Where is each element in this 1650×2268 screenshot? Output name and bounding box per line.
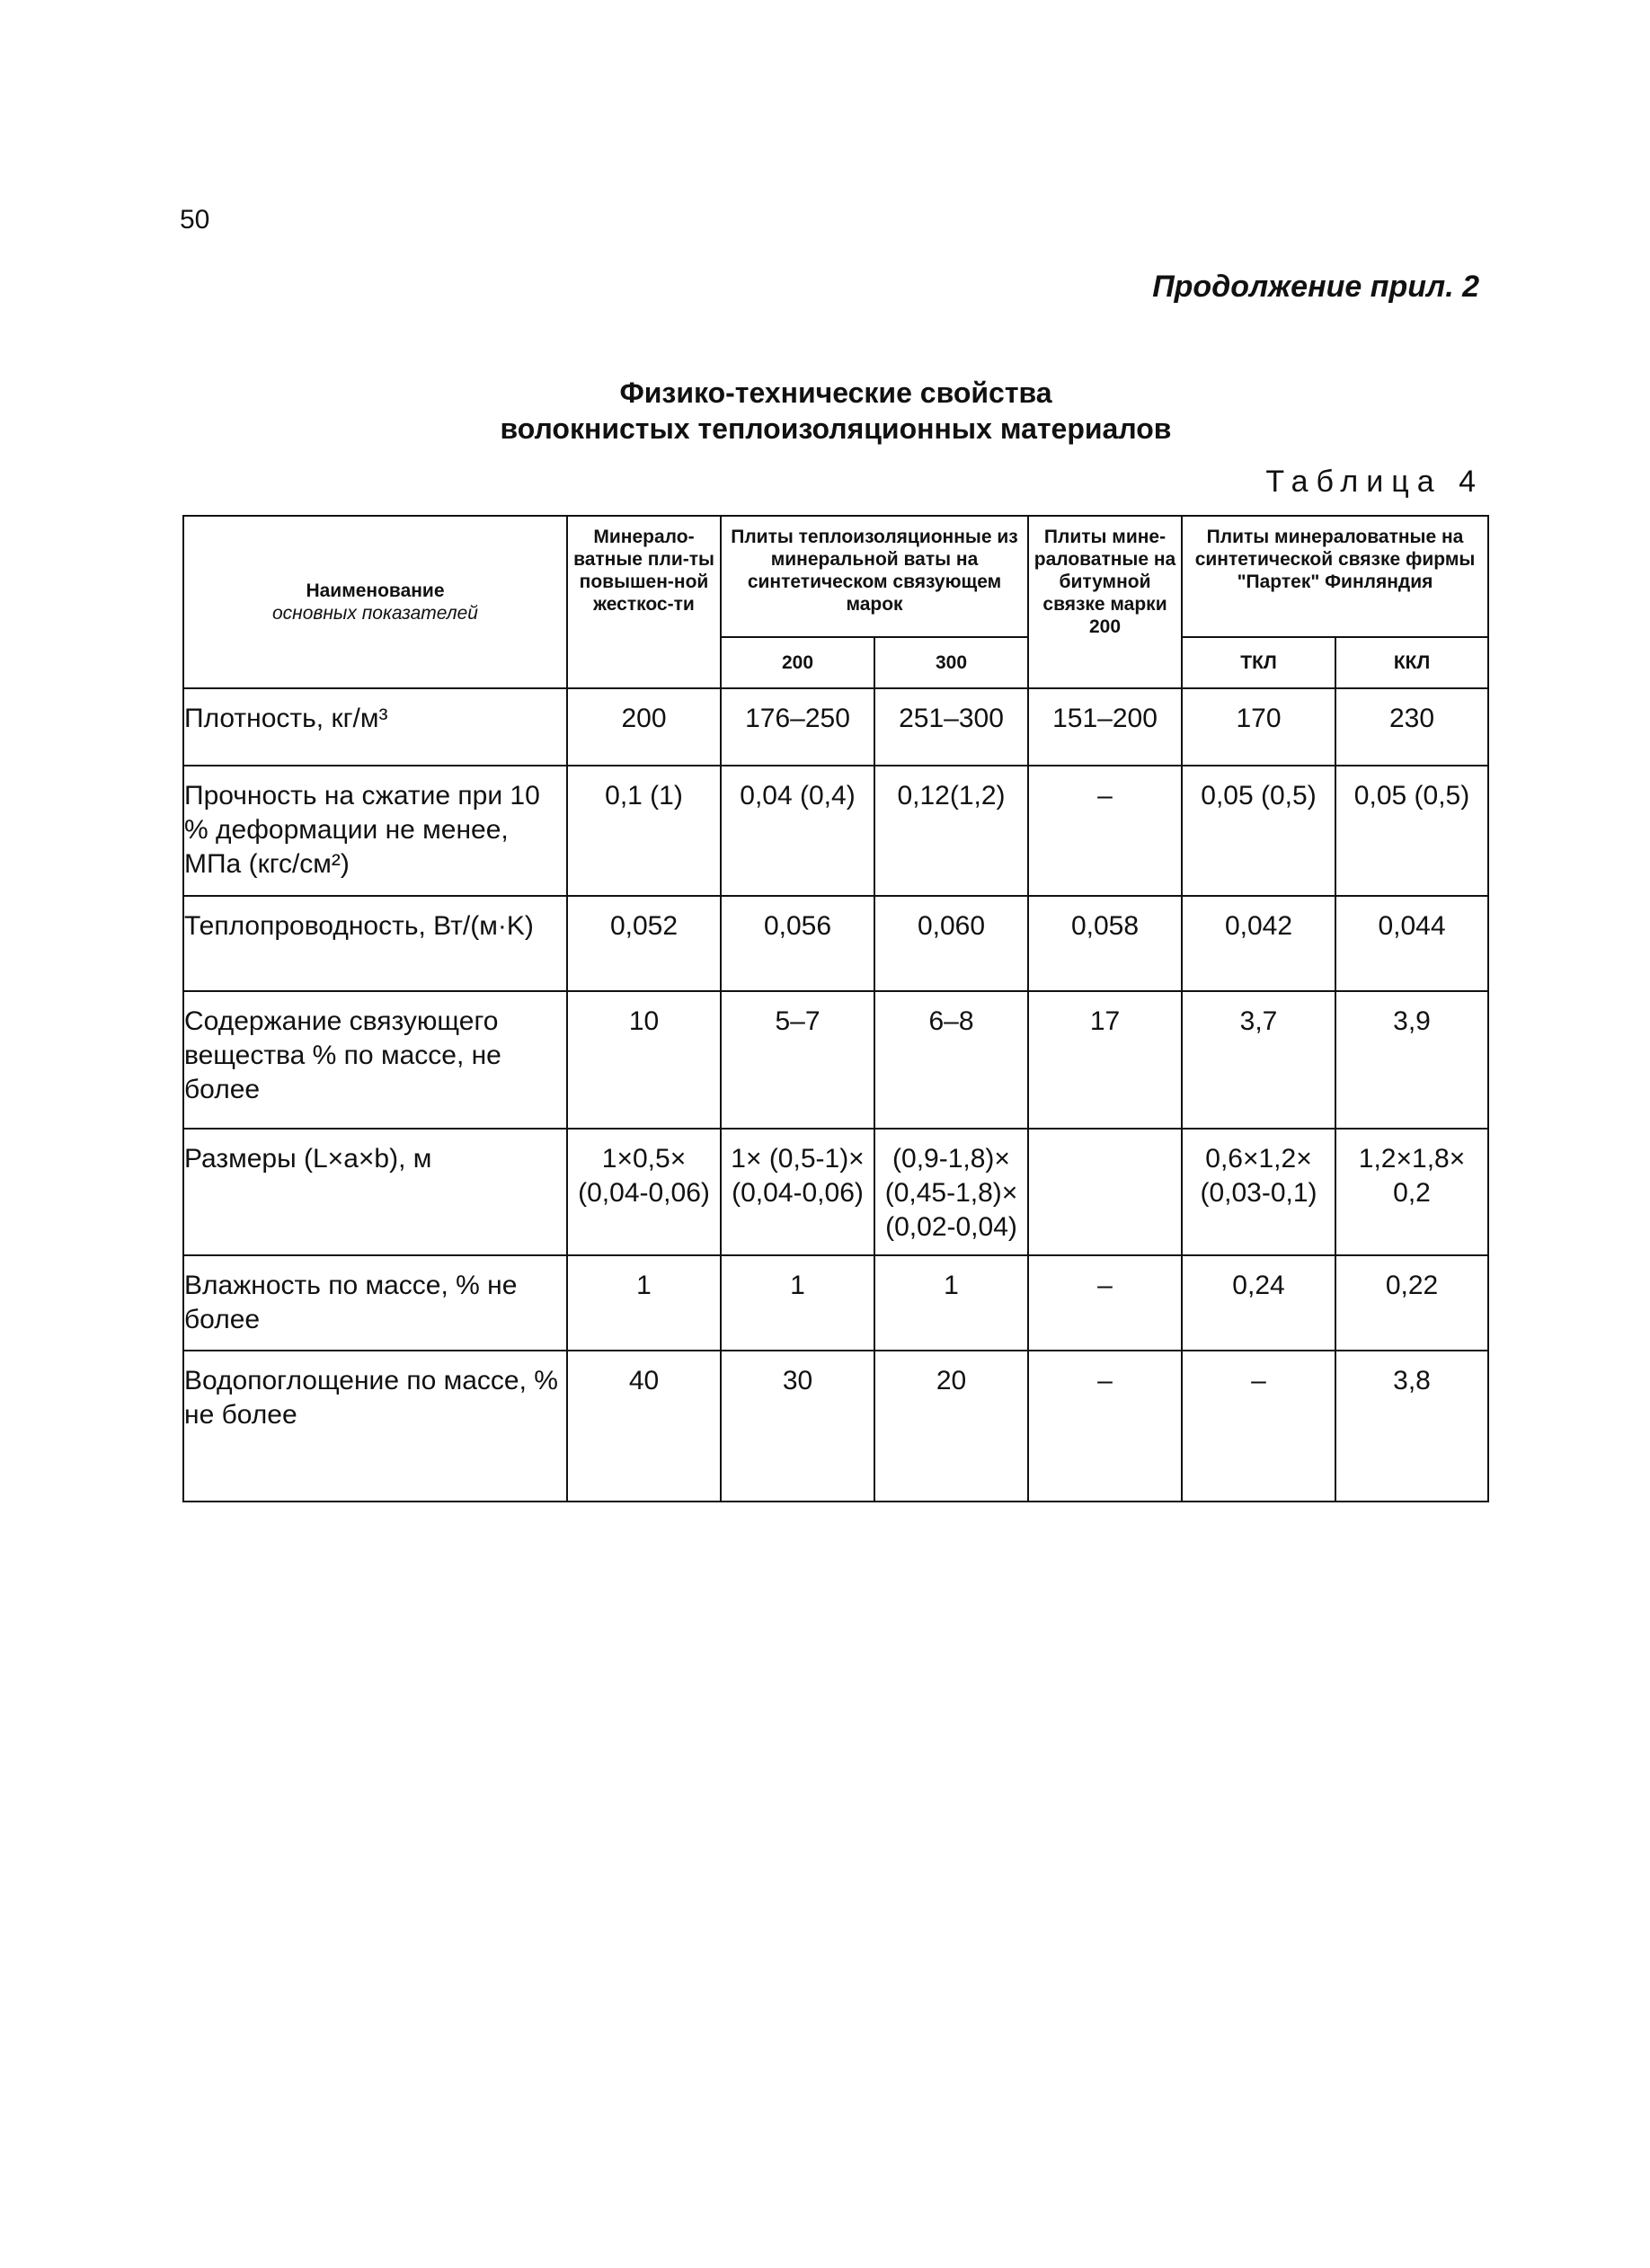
continuation-note: Продолжение прил. 2 [1152,270,1479,304]
header-synthetic-plates: Плиты теплоизоляционные из минеральной ваты на синтетическом связующем марок [721,516,1028,637]
cell-value: 0,044 [1335,896,1488,991]
cell-value: 176–250 [721,688,874,766]
properties-table [182,515,1489,1502]
row-name: Влажность по массе, % не более [183,1255,567,1351]
header-indicator-name [183,516,567,688]
cell-value: 0,24 [1182,1255,1335,1351]
cell-value: 0,058 [1028,896,1182,991]
cell-value: (0,9-1,8)× (0,45-1,8)× (0,02-0,04) [874,1129,1028,1255]
header-row [183,516,1488,637]
cell-value: 251–300 [874,688,1028,766]
cell-value: 0,056 [721,896,874,991]
table-row [183,1129,1488,1255]
table-row [183,1351,1488,1502]
cell-value: 3,8 [1335,1351,1488,1502]
cell-value [1028,1129,1182,1255]
row-name: Водопоглощение по массе, % не более [183,1351,567,1502]
table-title-line-1: Физико-технические свойства [619,377,1052,409]
cell-value: 1×0,5× (0,04-0,06) [567,1129,721,1255]
cell-value: 3,7 [1182,991,1335,1129]
cell-value: 0,052 [567,896,721,991]
cell-value: 151–200 [1028,688,1182,766]
table-row [183,991,1488,1129]
subheader-200: 200 [721,637,874,688]
cell-value: – [1182,1351,1335,1502]
cell-value: 17 [1028,991,1182,1129]
header-bitumen-plates: Плиты мине-раловатные на битумной связке марки 200 [1028,516,1182,688]
cell-value: 6–8 [874,991,1028,1129]
subheader-kkl: ККЛ [1335,637,1488,688]
cell-value: 30 [721,1351,874,1502]
header-name-line-2: основных показателей [272,603,478,624]
subheader-300: 300 [874,637,1028,688]
cell-value: – [1028,1351,1182,1502]
cell-value: 170 [1182,688,1335,766]
table-title-line-2: волокнистых теплоизоляционных материалов [500,412,1172,445]
cell-value: 0,6×1,2× (0,03-0,1) [1182,1129,1335,1255]
cell-value: 0,22 [1335,1255,1488,1351]
cell-value: – [1028,1255,1182,1351]
header-name-line-1: Наименование [306,580,445,601]
cell-value: 1,2×1,8× 0,2 [1335,1129,1488,1255]
cell-value: 40 [567,1351,721,1502]
page-number: 50 [180,205,210,235]
cell-value: 10 [567,991,721,1129]
table-row [183,1255,1488,1351]
cell-value: 230 [1335,688,1488,766]
row-name: Прочность на сжатие при 10 % деформации не менее, МПа (кгс/см²) [183,766,567,896]
cell-value: 0,042 [1182,896,1335,991]
cell-value: 20 [874,1351,1028,1502]
cell-value: 0,05 (0,5) [1182,766,1335,896]
cell-value: 200 [567,688,721,766]
cell-value: 0,060 [874,896,1028,991]
header-mineral-plates: Минерало-ватные пли-ты повышен-ной жесткос-ти [567,516,721,688]
table-row [183,688,1488,766]
table-row [183,766,1488,896]
cell-value: 1 [874,1255,1028,1351]
cell-value: 5–7 [721,991,874,1129]
row-name: Содержание связующего вещества % по массе, не более [183,991,567,1129]
row-name: Размеры (L×a×b), м [183,1129,567,1255]
cell-value: 0,05 (0,5) [1335,766,1488,896]
table-row [183,896,1488,991]
row-name: Теплопроводность, Вт/(м·K) [183,896,567,991]
cell-value: 0,04 (0,4) [721,766,874,896]
cell-value: 1× (0,5-1)× (0,04-0,06) [721,1129,874,1255]
table-label: Таблица 4 [1265,465,1484,499]
header-partek-plates: Плиты минераловатные на синтетической связке фирмы "Партек" Финляндия [1182,516,1488,637]
cell-value: 3,9 [1335,991,1488,1129]
subheader-tkl: ТКЛ [1182,637,1335,688]
cell-value: 0,12(1,2) [874,766,1028,896]
cell-value: – [1028,766,1182,896]
cell-value: 0,1 (1) [567,766,721,896]
row-name: Плотность, кг/м³ [183,688,567,766]
cell-value: 1 [567,1255,721,1351]
cell-value: 1 [721,1255,874,1351]
